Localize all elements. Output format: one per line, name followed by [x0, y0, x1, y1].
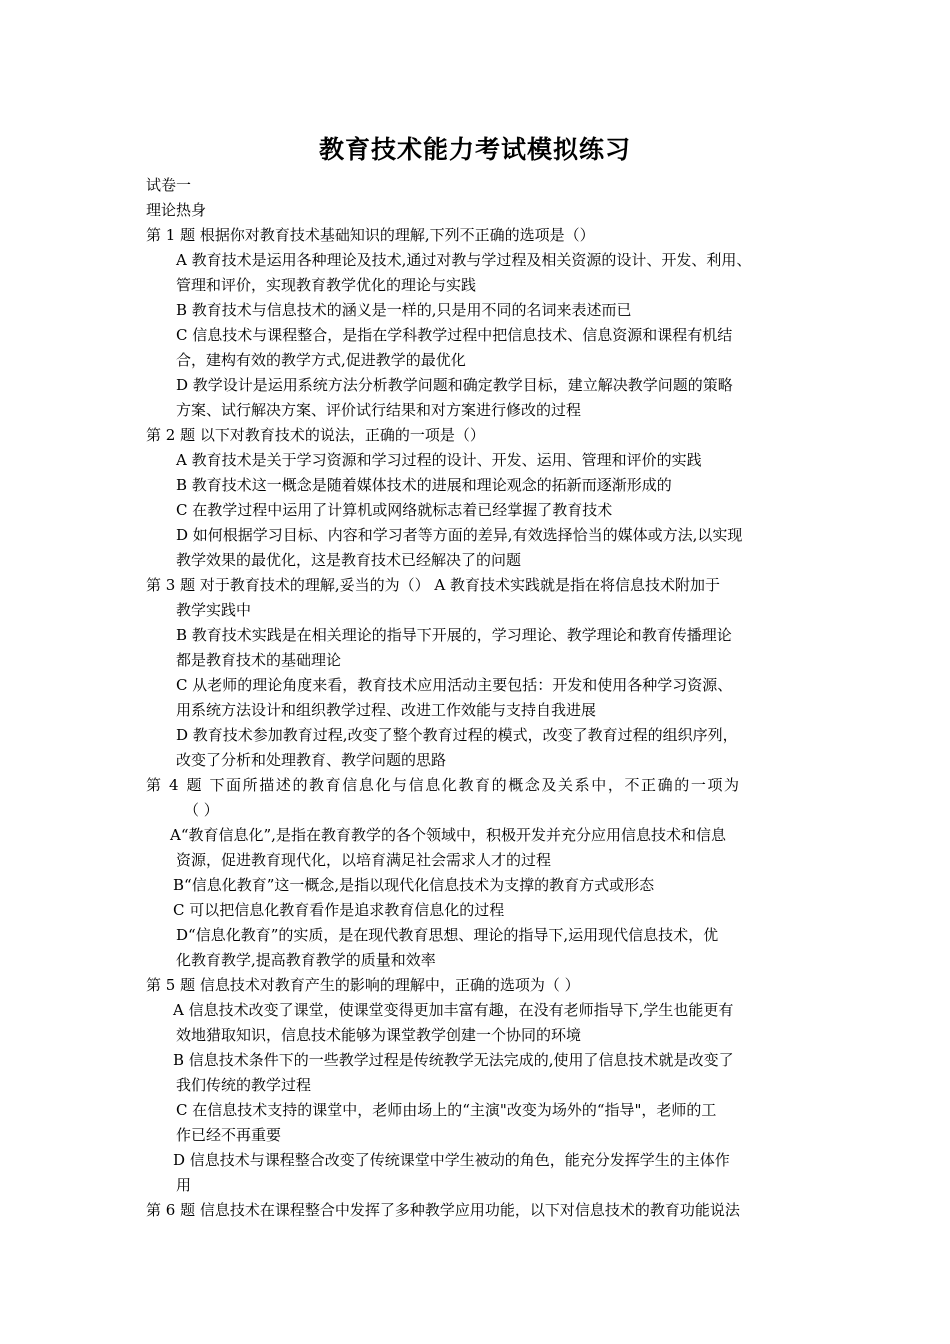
section-heading: 试卷一	[146, 176, 192, 194]
section-subheading: 理论热身	[146, 201, 207, 219]
option-line: C 从老师的理论角度来看，教育技术应用活动主要包括：开发和使用各种学习资源、	[176, 676, 733, 694]
option-line: 效地猎取知识，信息技术能够为课堂教学创建一个协同的环境	[176, 1026, 582, 1044]
question-stem-continued: （ ）	[184, 801, 219, 819]
option-line: A 教育技术是关于学习资源和学习过程的设计、开发、运用、管理和评价的实践	[176, 451, 702, 469]
document-body	[146, 173, 826, 1223]
question-stem: 第 3 题 对于教育技术的理解,妥当的为（） A 教育技术实践就是指在将信息技术附加于	[146, 576, 720, 594]
question-stem: 第 1 题 根据你对教育技术基础知识的理解,下列不正确的选项是（）	[146, 226, 595, 244]
option-line: D 教育技术参加教育过程,改变了整个教育过程的模式，改变了教育过程的组织序列，	[176, 726, 738, 744]
option-line: 我们传统的教学过程	[176, 1076, 312, 1094]
option-line: B 教育技术这一概念是随着媒体技术的进展和理论观念的拓新而逐渐形成的	[176, 476, 672, 494]
question-stem: 第 4 题 下面所描述的教育信息化与信息化教育的概念及关系中，不正确的一项为	[146, 776, 741, 794]
question-stem: 第 2 题 以下对教育技术的说法，正确的一项是（）	[146, 426, 485, 444]
option-line: C 在教学过程中运用了计算机或网络就标志着已经掌握了教育技术	[176, 501, 613, 519]
option-line: 改变了分析和处理教育、教学问题的思路	[176, 751, 447, 769]
option-line: 作已经不再重要	[176, 1126, 282, 1144]
page-title: 教育技术能力考试模拟练习	[318, 135, 631, 164]
option-line: 都是教育技术的基础理论	[176, 651, 342, 669]
option-line: D 信息技术与课程整合改变了传统课堂中学生被动的角色，能充分发挥学生的主体作	[173, 1151, 730, 1169]
option-line: D 如何根据学习目标、内容和学习者等方面的差异,有效选择恰当的媒体或方法,以实现	[176, 526, 743, 544]
question-stem-continued: 教学实践中	[176, 601, 252, 619]
option-line: D“信息化教育”的实质，是在现代教育思想、理论的指导下,运用现代信息技术，优	[176, 926, 719, 944]
option-line: 教学效果的最优化，这是教育技术已经解决了的问题	[176, 551, 522, 569]
option-line: D 教学设计是运用系统方法分析教学问题和确定教学目标，建立解决教学问题的策略	[176, 376, 733, 394]
question-stem: 第 5 题 信息技术对教育产生的影响的理解中，正确的选项为（ ）	[146, 976, 580, 994]
option-line: 方案、试行解决方案、评价试行结果和对方案进行修改的过程	[176, 401, 582, 419]
option-line: A 信息技术改变了课堂，使课堂变得更加丰富有趣，在没有老师指导下,学生也能更有	[173, 1001, 734, 1019]
option-line: C 可以把信息化教育看作是追求教育信息化的过程	[173, 901, 505, 919]
option-line: B 信息技术条件下的一些教学过程是传统教学无法完成的,使用了信息技术就是改变了	[173, 1051, 734, 1069]
option-line: 资源，促进教育现代化，以培育满足社会需求人才的过程	[176, 851, 552, 869]
option-line: A 教育技术是运用各种理论及技术,通过对教与学过程及相关资源的设计、开发、利用、	[176, 251, 752, 269]
option-line: C 在信息技术支持的课堂中，老师由场上的“主演"改变为场外的“指导"，老师的工	[176, 1101, 717, 1119]
option-line: B“信息化教育”这一概念,是指以现代化信息技术为支撑的教育方式或形态	[173, 876, 655, 894]
option-line: A“教育信息化”,是指在教育教学的各个领域中，积极开发并充分应用信息技术和信息	[170, 826, 726, 844]
option-line: 合，建构有效的教学方式,促进教学的最优化	[176, 351, 466, 369]
option-line: 化教育教学,提高教育教学的质量和效率	[176, 951, 436, 969]
option-line: B 教育技术实践是在相关理论的指导下开展的，学习理论、教学理论和教育传播理论	[176, 626, 732, 644]
option-line: C 信息技术与课程整合，是指在学科教学过程中把信息技术、信息资源和课程有机结	[176, 326, 733, 344]
option-line: 用系统方法设计和组织教学过程、改进工作效能与支持自我进展	[176, 701, 597, 719]
option-line: B 教育技术与信息技术的涵义是一样的,只是用不同的名词来表述而已	[176, 301, 632, 319]
option-line: 管理和评价，实现教育教学优化的理论与实践	[176, 276, 477, 294]
question-stem: 第 6 题 信息技术在课程整合中发挥了多种教学应用功能，以下对信息技术的教育功能说法	[146, 1201, 740, 1219]
option-line: 用	[176, 1176, 192, 1194]
